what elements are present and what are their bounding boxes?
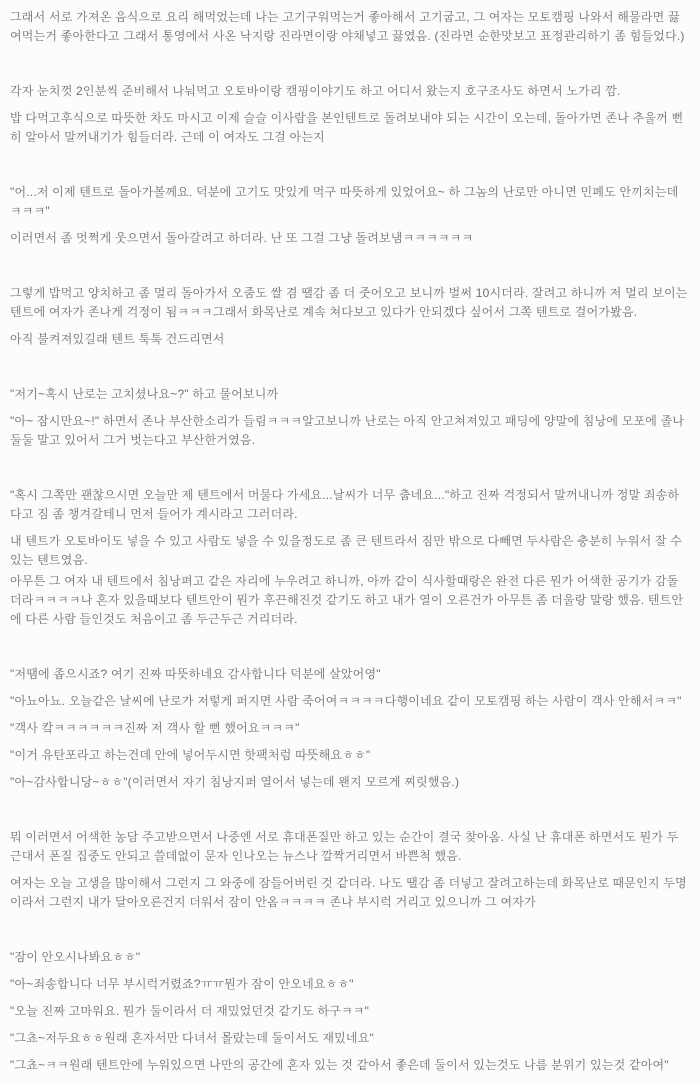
post-paragraph-quote: "저땜에 좁으시죠? 여기 진짜 따뜻하네요 감사합니다 덕분에 살았어영" [10,667,381,681]
post-paragraph: 뭐 이러면서 어색한 농담 주고받으면서 나중엔 서로 휴대폰질만 하고 있는 순간이 결국 찾아옴. 사실 난 휴대폰 하면서도 뭔가 두근대서 폰질 집중도 안되고 쓸데없이 문자 인나오는 뉴스나 깔짝거리면서 바쁜척 했음. [10,830,679,863]
post-paragraph-quote: "잠이 안오시나봐요ㅎㅎ" [10,950,141,964]
post-paragraph-quote: "저기~혹시 난로는 고치셨나요~?" 하고 물어보니까 [10,387,279,401]
post-paragraph: 그래서 서로 가져온 음식으로 요리 해먹었는데 나는 고기구워먹는거 좋아해서 고기굽고, 그 여자는 모토캠핑 나와서 해물라면 끓여먹는거 좋아한다고 그래서 통영에서 사온 낙지랑 진라면이랑 야채넣고 끓였음. (진라면 순한맛보고 표정관리하기 좀 힘들었다.) [10,10,685,43]
post-paragraph-quote: "아뇨아뇨. 오늘같은 날씨에 난로가 저렇게 퍼지면 사람 죽어여ㅋㅋㅋㅋ다행이네요 같이 모토캠핑 하는 사람이 객사 안해서ㅋㅋ" [10,694,682,708]
post-paragraph: 각자 눈치껏 2인분씩 준비해서 나눠먹고 오토바이랑 캠핑이야기도 하고 어디서 왔는지 호구조사도 하면서 노가리 깜. [10,84,621,98]
post-paragraph: 내 텐트가 오토바이도 넣을 수 있고 사람도 넣을 수 있을정도로 좀 큰 텐트라서 짐만 밖으로 다빼면 두사람은 충분히 누워서 잘 수 있는 텐트였음. [10,534,683,567]
post-paragraph: 아직 불켜져있길래 텐트 툭툭 건드리면서 [10,332,225,346]
post-paragraph: 아무튼 그 여자 내 텐트에서 침낭펴고 같은 자리에 누우려고 하니까, 아까 같이 식사할때랑은 완전 다른 뭔가 어색한 공기가 감돌더라ㅋㅋㅋㅋ나 혼자 있을때보다 텐트안이 뭔가 후끈해진것 같기도 하고 내가 열이 오른건가 아무튼 좀 더울랑 말랑 했음. 텐트안에 다른 사람 들인것도 처음이고 좀 두근두근 거리더라. [10,574,684,626]
post-paragraph: 이러면서 좀 멋쩍게 웃으면서 돌아갈려고 하더라. 난 또 그걸 그냥 돌려보냄ㅋㅋㅋㅋㅋㅋ [10,231,474,245]
post-paragraph-quote: "객사 캌ㅋㅋㅋㅋㅋㅋ진짜 저 객사 할 뻔 했어요ㅋㅋㅋ" [10,721,300,735]
post-paragraph-quote: "혹시 그쪽만 괜찮으시면 오늘만 제 텐트에서 머물다 가세요...날씨가 너무 춥네요..."하고 진짜 걱정되서 말꺼내니까 정말 죄송하다고 짐 좀 챙겨갈테니 먼저 들어가 계시라고 그러더라. [10,488,680,521]
post-paragraph-quote: "어...저 이제 텐트로 돌아가볼께요. 덕분에 고기도 맛있게 먹구 따뜻하게 있었어요~ 하 그놈의 난로만 아니면 민폐도 안끼치는데ㅋㅋㅋ" [10,185,679,218]
post-paragraph-quote: "오늘 진짜 고마워요. 뭔가 둘이라서 더 재밌었던것 같기도 하구ㅋㅋ" [10,1004,370,1018]
post-paragraph-quote: "이거 유탄포라고 하는건데 안에 넣어두시면 핫팩처럼 따뜻해요ㅎㅎ" [10,748,371,762]
post-paragraph: 밥 다먹고후식으로 따뜻한 차도 마시고 이제 슬슬 이사람을 본인텐트로 돌려보내야 되는 시간이 오는데, 돌아가면 존나 추울꺼 뻔히 알아서 말꺼내기가 힘들더라. 근데 이 여자도 그걸 아는지 [10,111,684,144]
post-paragraph: 그렇게 밥먹고 양치하고 좀 멀리 돌아가서 오줌도 쌀 겸 땔감 좀 더 줏어오고 보니까 벌써 10시더라. 잘려고 하니까 저 멀리 보이는 텐트에 여자가 존나게 걱정이 됨ㅋㅋㅋ그래서 화목난로 계속 쳐다보고 있다가 안되겠다 싶어서 그쪽 텐트로 걸어가봤음. [10,286,688,319]
post-paragraph-quote: "그쵸~저두요ㅎㅎ원래 혼자서만 다녀서 몰랐는데 둘이서도 재밌네요" [10,1031,374,1045]
post-paragraph: "아~ 잠시만요~!" 하면서 존나 부산한소리가 들림ㅋㅋㅋ알고보니까 난로는 아직 안고쳐져있고 패딩에 양말에 침낭에 모포에 졸나 둘둘 말고 있어서 그거 벗는다고 부산한거였음. [10,414,685,447]
post-paragraph-quote: "아~감사합니당~ㅎㅎ"(이러면서 자기 침낭지퍼 열어서 넣는데 왠지 모르게 찌릿했음.) [10,775,460,789]
post-paragraph-quote: "그쵸~ㅋㅋ원래 텐트안에 누워있으면 나만의 공간에 혼자 있는 것 같아서 좋은데 둘이서 있는것도 나름 분위기 있는것 같아여" [10,1058,669,1072]
post-paragraph-quote: "아~죄송합니다 너무 부시럭거렸죠?ㅠㅠ뭔가 잠이 안오네요ㅎㅎ" [10,977,354,991]
post-paragraph: 여자는 오늘 고생을 많이해서 그런지 그 와중에 잠들어버린 것 같더라. 나도 땔감 좀 더넣고 잘려고하는데 화목난로 때문인지 두명이라서 그런지 내가 달아오른건지 더워서 잠이 안옴ㅋㅋㅋㅋ 존나 부시럭 거리고 있으니까 그 여자가 [10,876,687,909]
